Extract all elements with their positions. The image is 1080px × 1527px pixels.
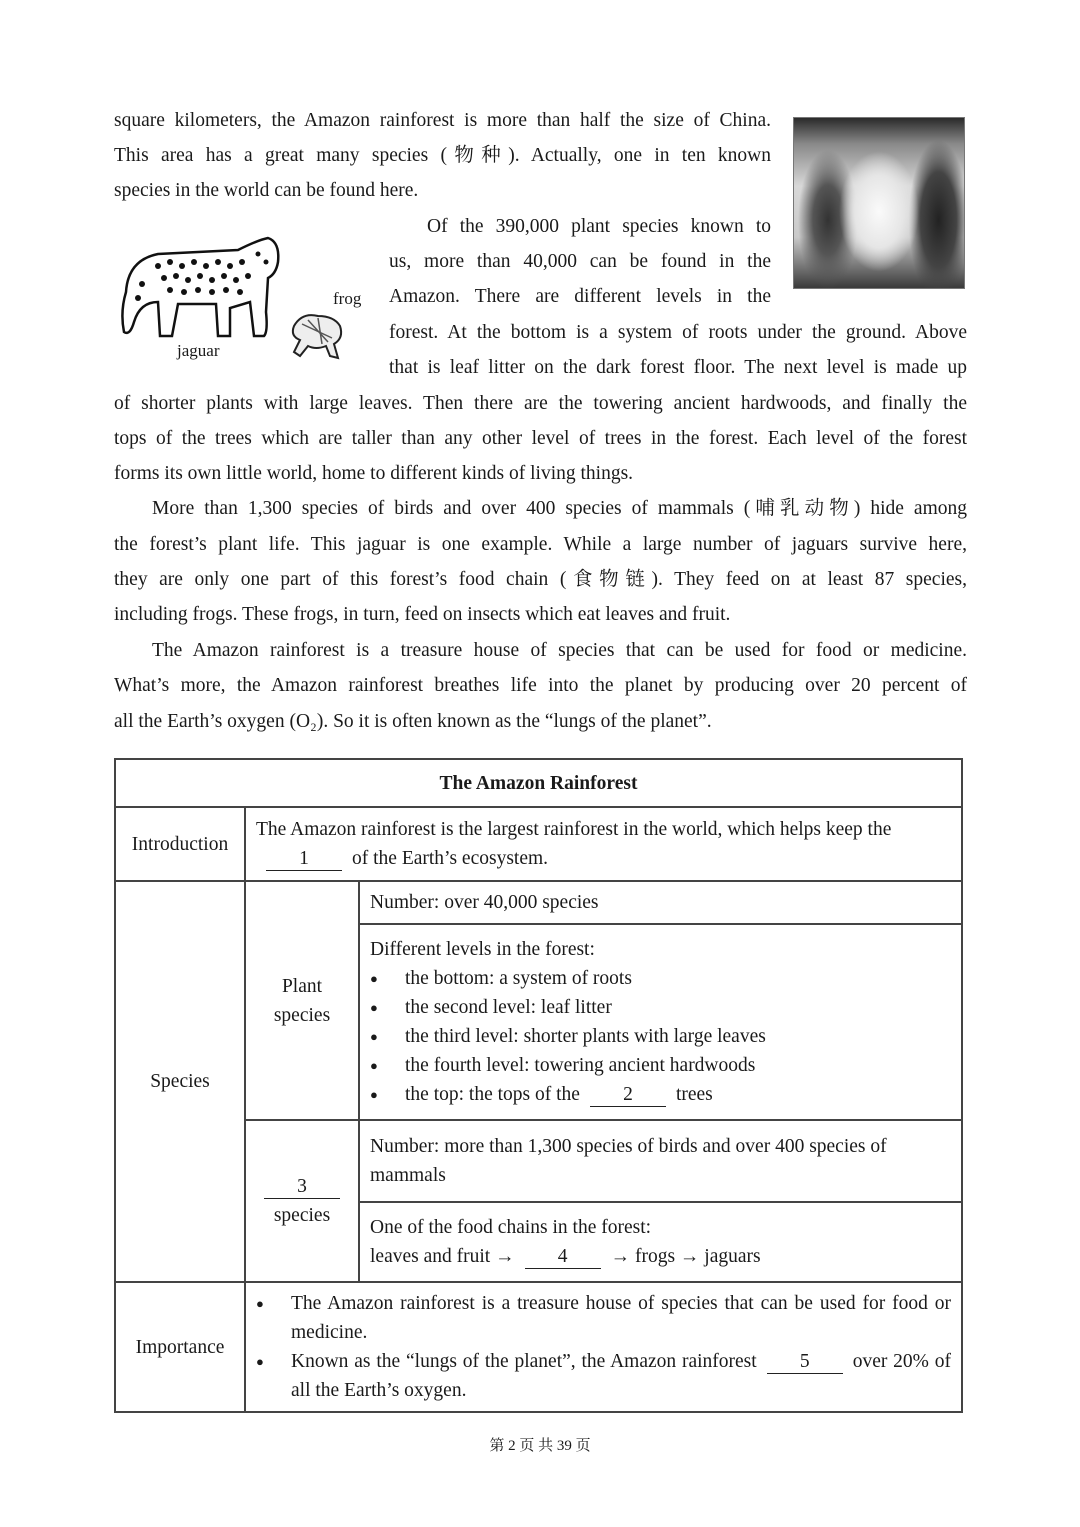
level-item: ● the third level: shorter plants with large leaves (370, 1022, 951, 1051)
passage-line: species in the world can be found here. (114, 180, 419, 201)
passage-line: More than 1,300 species of birds and over 400 species of mammals (哺乳动物) hide among (152, 498, 967, 519)
passage-line: This area has a great many species (物种). Actually, one in ten known (114, 145, 771, 166)
plant-species-label: Plant species (245, 881, 359, 1120)
frog-caption: frog (333, 289, 362, 308)
passage-line: all the Earth’s oxygen (O₂). So it is often known as the “lungs of the planet”. (114, 711, 712, 732)
rainforest-image (793, 117, 965, 289)
level-item: ● the top: the tops of the 2 trees (370, 1080, 951, 1109)
jaguar-caption: jaguar (177, 341, 220, 360)
importance-item: ● Known as the “lungs of the planet”, the Amazon rainforest 5 over 20% of all the Earth’s oxygen. (256, 1347, 951, 1405)
passage-line: they are only one part of this forest’s food chain (食物链). They feed on at least 87 species, (114, 569, 967, 590)
frog-illustration (288, 306, 346, 362)
plant-number-cell: Number: over 40,000 species (359, 881, 962, 924)
forest-levels-cell: Different levels in the forest: ● the bottom: a system of roots ● the second level: leaf litter ● the third level: shorter plants with large leaves ● the fourth level: towering ancient hardwoods ● the top: the tops of the 2 trees (359, 924, 962, 1120)
introduction-label: Introduction (115, 807, 245, 881)
passage-line: Amazon. There are different levels in the (389, 286, 771, 307)
blank-3[interactable]: 3 (264, 1176, 340, 1199)
animal-species-label: 3 species (245, 1120, 359, 1282)
level-item: ● the bottom: a system of roots (370, 964, 951, 993)
level-item: ● the fourth level: towering ancient hardwoods (370, 1051, 951, 1080)
passage-line: forms its own little world, home to different kinds of living things. (114, 463, 634, 484)
blank-2[interactable]: 2 (590, 1084, 666, 1107)
passage-line: Of the 390,000 plant species known to (427, 216, 771, 237)
passage-line: The Amazon rainforest is a treasure house of species that can be used for food or medicine. (152, 640, 967, 661)
passage-line: that is leaf litter on the dark forest floor. The next level is made up (389, 357, 967, 378)
introduction-cell: The Amazon rainforest is the largest rainforest in the world, which helps keep the1 of the Earth’s ecosystem. (245, 807, 962, 881)
passage-line: including frogs. These frogs, in turn, feed on insects which eat leaves and fruit. (114, 604, 731, 625)
animal-number-cell: Number: more than 1,300 species of birds and over 400 species of mammals (359, 1120, 962, 1202)
passage-line: the forest’s plant life. This jaguar is one example. While a large number of jaguars survive here, (114, 534, 967, 555)
passage-line: of shorter plants with large leaves. Then there are the towering ancient hardwoods, and finally the (114, 393, 967, 414)
importance-cell (245, 1282, 962, 1412)
food-chain-cell: One of the food chains in the forest: leaves and fruit → 4 → frogs → jaguars (359, 1202, 962, 1282)
table-title: The Amazon Rainforest (115, 759, 962, 807)
passage-line: tops of the trees which are taller than any other level of trees in the forest. Each level of the forest (114, 428, 967, 449)
importance-label: Importance (115, 1282, 245, 1412)
blank-4[interactable]: 4 (525, 1246, 601, 1269)
passage-line: us, more than 40,000 can be found in the (389, 251, 771, 272)
blank-5[interactable]: 5 (767, 1351, 843, 1374)
blank-1[interactable]: 1 (266, 848, 342, 871)
level-item: ● the second level: leaf litter (370, 993, 951, 1022)
passage-line: square kilometers, the Amazon rainforest is more than half the size of China. (114, 110, 771, 131)
summary-table (114, 758, 963, 1413)
importance-item: ● The Amazon rainforest is a treasure house of species that can be used for food or medicine. (256, 1289, 951, 1347)
species-label: Species (115, 881, 245, 1282)
jaguar-illustration (118, 232, 288, 344)
passage-line: What’s more, the Amazon rainforest breathes life into the planet by producing over 20 percent of (114, 675, 967, 696)
passage-line: forest. At the bottom is a system of roots under the ground. Above (389, 322, 967, 343)
page-number: 第 2 页 共 39 页 (489, 1438, 591, 1454)
